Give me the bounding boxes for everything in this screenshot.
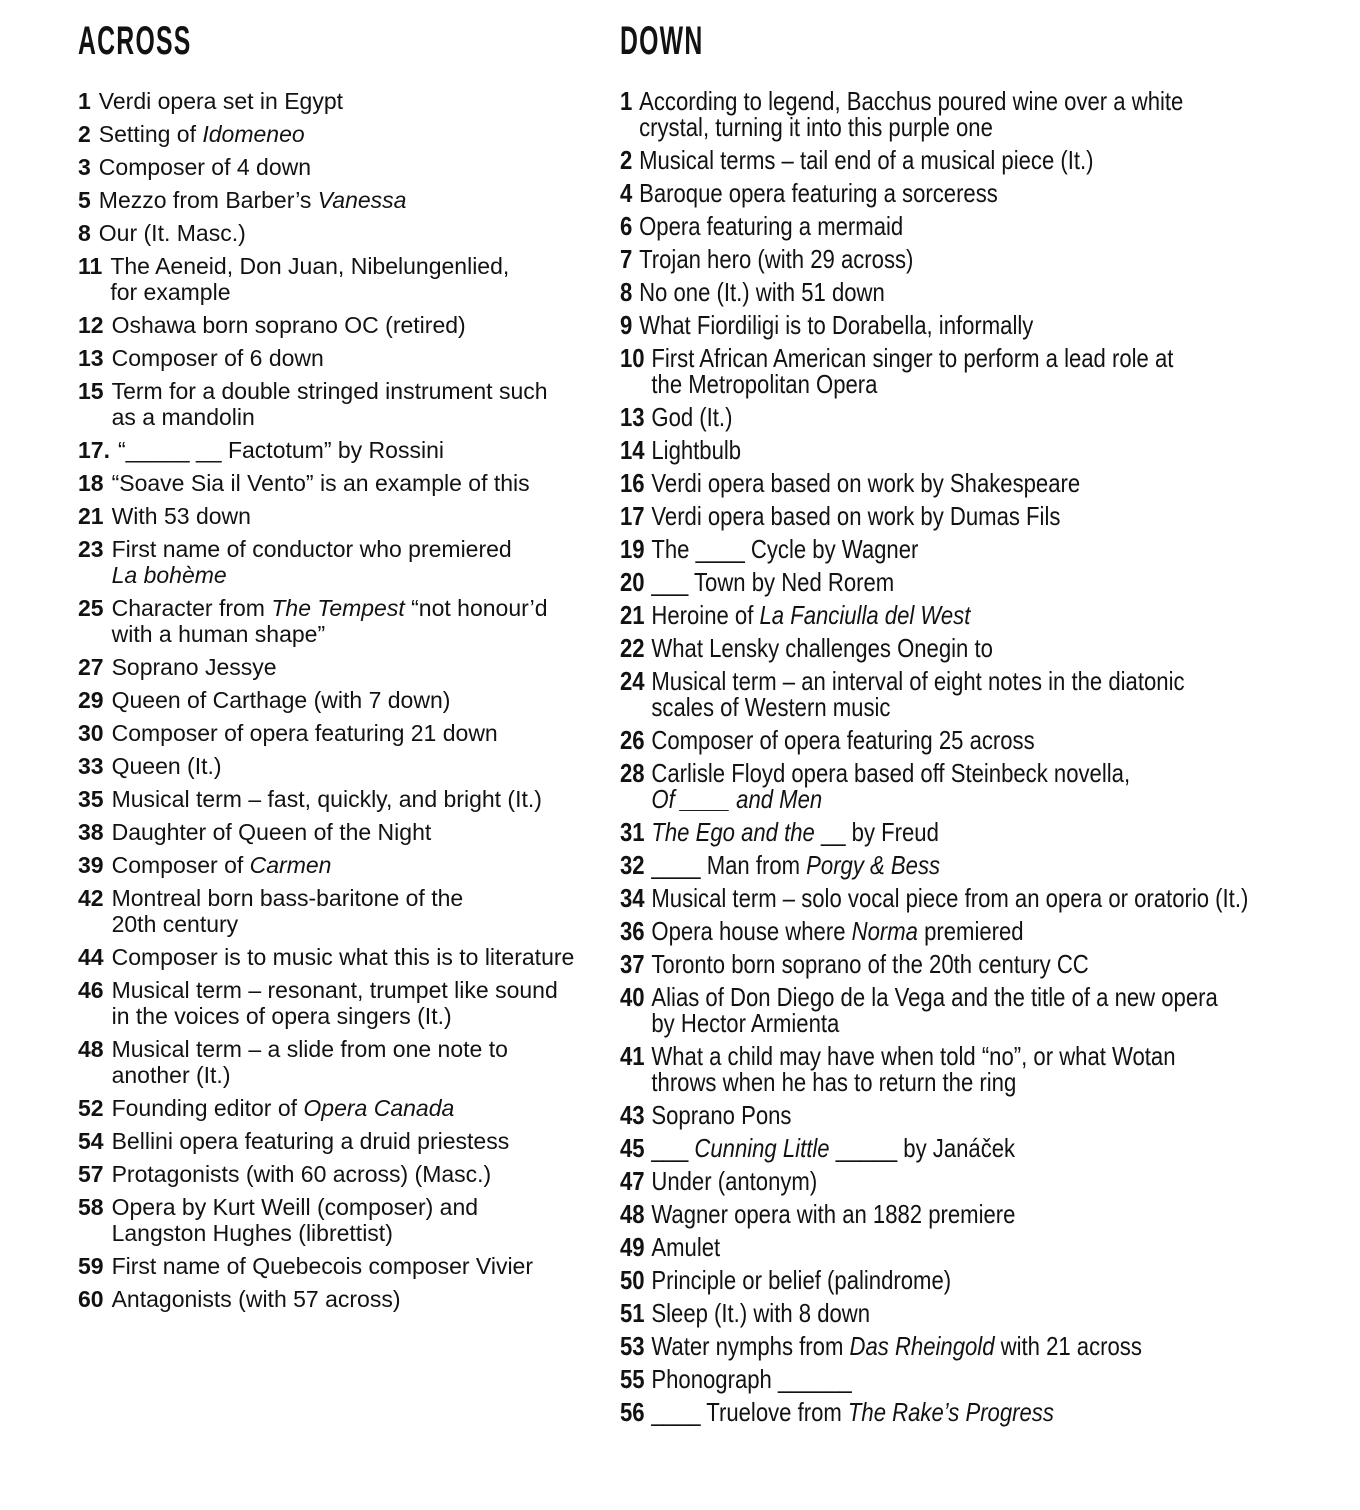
clue-number: 38	[78, 819, 104, 845]
clue-text: Opera featuring a mermaid	[639, 211, 904, 241]
clue-text: Verdi opera based on work by Dumas Fils	[651, 501, 1061, 531]
clue-item	[620, 147, 1358, 173]
clue-number: 32	[620, 850, 645, 880]
clue-text: Protagonists (with 60 across) (Masc.)	[111, 1161, 492, 1187]
clue-text: Antagonists (with 57 across)	[111, 1286, 401, 1312]
clue-text: Queen of Carthage (with 7 down)	[111, 687, 451, 713]
clue-item	[78, 1253, 638, 1279]
down-clue-list	[620, 84, 1358, 1425]
clue-item	[78, 1161, 638, 1187]
clue-number: 21	[620, 600, 645, 630]
clue-text: ____ Truelove from The Rake’s Progress	[651, 1397, 1054, 1427]
clue-text: “_____ __ Factotum” by Rossini	[117, 437, 444, 463]
clue-text: Wagner opera with an 1882 premiere	[651, 1199, 1016, 1229]
clue-number: 2	[78, 121, 91, 147]
clue-text: Musical term – an interval of eight notes in the diatonic scales of Western music	[651, 666, 1185, 722]
clue-item	[620, 503, 1358, 529]
clue-number: 11	[78, 253, 103, 279]
clue-item	[620, 437, 1358, 463]
clue-item	[620, 88, 1358, 140]
clue-number: 3	[78, 154, 91, 180]
clue-number: 49	[620, 1232, 645, 1262]
clue-item	[78, 753, 638, 779]
clue-item	[620, 470, 1358, 496]
clue-text: Character from The Tempest “not honour’d with a human shape”	[111, 595, 548, 647]
clue-item	[78, 220, 638, 246]
clue-text: First name of Quebecois composer Vivier	[111, 1253, 534, 1279]
clue-item	[78, 154, 638, 180]
clue-text: According to legend, Bacchus poured wine over a white crystal, turning it into this purple one	[639, 86, 1184, 142]
clue-number: 48	[620, 1199, 645, 1229]
clue-text: Musical terms – tail end of a musical piece (It.)	[639, 145, 1094, 175]
clue-number: 31	[620, 817, 645, 847]
clue-text: Daughter of Queen of the Night	[111, 819, 432, 845]
clue-item	[78, 345, 638, 371]
clue-text: Phonograph ______	[651, 1364, 852, 1394]
clue-item	[620, 918, 1358, 944]
clue-item	[78, 944, 638, 970]
clue-text: Composer of opera featuring 21 down	[111, 720, 498, 746]
clue-text: What a child may have when told “no”, or what Wotan throws when he has to return the ring	[651, 1041, 1176, 1097]
clue-item	[620, 404, 1358, 430]
clue-item	[620, 819, 1358, 845]
clue-item	[78, 1286, 638, 1312]
clue-number: 17	[620, 501, 645, 531]
clue-text: Under (antonym)	[651, 1166, 818, 1196]
across-heading	[78, 16, 638, 66]
clue-text: Soprano Pons	[651, 1100, 792, 1130]
clue-number: 48	[78, 1036, 104, 1062]
clue-text: Lightbulb	[651, 435, 742, 465]
clue-number: 25	[78, 595, 104, 621]
clue-number: 41	[620, 1041, 645, 1071]
clue-item	[78, 885, 638, 937]
clue-number: 1	[620, 86, 633, 116]
clue-text: Composer of 4 down	[98, 154, 312, 180]
clue-item	[620, 1135, 1358, 1161]
clue-item	[78, 187, 638, 213]
clue-item	[78, 253, 638, 305]
clue-item	[78, 687, 638, 713]
clue-number: 35	[78, 786, 104, 812]
down-section	[620, 16, 1360, 1432]
clue-text: Heroine of La Fanciulla del West	[651, 600, 971, 630]
clue-text: No one (It.) with 51 down	[639, 277, 885, 307]
clue-text: ___ Town by Ned Rorem	[651, 567, 895, 597]
clue-item	[78, 819, 638, 845]
clue-item	[620, 1399, 1358, 1425]
clue-text: Opera by Kurt Weill (composer) and Langston Hughes (librettist)	[111, 1194, 479, 1246]
clue-item	[620, 760, 1358, 812]
clue-item	[620, 1234, 1358, 1260]
clue-text: The ____ Cycle by Wagner	[651, 534, 919, 564]
clue-text: Term for a double stringed instrument such as a mandolin	[111, 378, 548, 430]
clue-number: 22	[620, 633, 645, 663]
clue-text: Alias of Don Diego de la Vega and the title of a new opera by Hector Armienta	[651, 982, 1218, 1038]
clue-item	[620, 951, 1358, 977]
clue-text: Composer is to music what this is to literature	[111, 944, 575, 970]
clue-text: Composer of Carmen	[111, 852, 332, 878]
clue-number: 17.	[78, 437, 110, 463]
clue-number: 21	[78, 503, 104, 529]
across-clue-list	[78, 84, 638, 1312]
clue-text: Our (It. Masc.)	[98, 220, 246, 246]
clue-item	[78, 1128, 638, 1154]
clue-item	[620, 1201, 1358, 1227]
clue-number: 47	[620, 1166, 645, 1196]
clue-number: 60	[78, 1286, 104, 1312]
down-heading-label: DOWN	[620, 19, 704, 63]
clue-item	[620, 1267, 1358, 1293]
clue-number: 27	[78, 654, 104, 680]
clue-text: The Ego and the __ by Freud	[651, 817, 939, 847]
clue-text: First name of conductor who premiered La bohème	[111, 536, 512, 588]
clue-number: 6	[620, 211, 633, 241]
clue-number: 16	[620, 468, 645, 498]
clue-number: 18	[78, 470, 104, 496]
clue-text: Composer of 6 down	[111, 345, 324, 371]
clue-item	[78, 88, 638, 114]
clue-number: 13	[78, 345, 104, 371]
clue-number: 50	[620, 1265, 645, 1295]
clue-number: 45	[620, 1133, 645, 1163]
clue-text: What Lensky challenges Onegin to	[651, 633, 993, 663]
clue-text: ____ Man from Porgy & Bess	[651, 850, 941, 880]
clue-number: 28	[620, 758, 645, 788]
clue-number: 33	[78, 753, 104, 779]
clue-number: 12	[78, 312, 104, 338]
clue-text: Carlisle Floyd opera based off Steinbeck novella, Of ____ and Men	[651, 758, 1131, 814]
clue-number: 8	[620, 277, 633, 307]
clue-number: 43	[620, 1100, 645, 1130]
clue-number: 5	[78, 187, 91, 213]
clue-item	[620, 180, 1358, 206]
clue-item	[78, 654, 638, 680]
clue-item	[78, 977, 638, 1029]
clue-item	[78, 121, 638, 147]
clue-number: 56	[620, 1397, 645, 1427]
clue-item	[620, 536, 1358, 562]
clue-item	[620, 635, 1358, 661]
clue-text: Verdi opera based on work by Shakespeare	[651, 468, 1081, 498]
clue-number: 29	[78, 687, 104, 713]
clue-number: 4	[620, 178, 633, 208]
clue-item	[78, 1095, 638, 1121]
clue-text: Bellini opera featuring a druid priestess	[111, 1128, 510, 1154]
clue-item	[620, 852, 1358, 878]
clue-item	[620, 569, 1358, 595]
clue-number: 44	[78, 944, 104, 970]
clue-text: Musical term – fast, quickly, and bright (It.)	[111, 786, 542, 812]
clue-text: Musical term – a slide from one note to another (It.)	[111, 1036, 508, 1088]
clue-text: Montreal born bass-baritone of the 20th century	[111, 885, 464, 937]
clue-text: Toronto born soprano of the 20th century CC	[651, 949, 1089, 979]
clue-item	[620, 602, 1358, 628]
clue-text: Composer of opera featuring 25 across	[651, 725, 1035, 755]
clue-number: 10	[620, 343, 645, 373]
clue-item	[78, 470, 638, 496]
clue-number: 2	[620, 145, 633, 175]
clue-text: First African American singer to perform a lead role at the Metropolitan Opera	[651, 343, 1174, 399]
clue-number: 34	[620, 883, 645, 913]
clue-number: 54	[78, 1128, 104, 1154]
clue-number: 58	[78, 1194, 104, 1220]
clue-number: 57	[78, 1161, 104, 1187]
clue-text: Opera house where Norma premiered	[651, 916, 1024, 946]
clue-text: Mezzo from Barber’s Vanessa	[98, 187, 407, 213]
clue-item	[620, 668, 1358, 720]
clue-number: 55	[620, 1364, 645, 1394]
clue-text: Sleep (It.) with 8 down	[651, 1298, 871, 1328]
clue-number: 46	[78, 977, 104, 1003]
clue-item	[78, 1036, 638, 1088]
clue-number: 20	[620, 567, 645, 597]
clue-text: “Soave Sia il Vento” is an example of this	[111, 470, 530, 496]
clue-text: Baroque opera featuring a sorceress	[639, 178, 998, 208]
clue-number: 53	[620, 1331, 645, 1361]
clue-number: 59	[78, 1253, 104, 1279]
clue-number: 39	[78, 852, 104, 878]
clue-item	[78, 720, 638, 746]
clue-number: 14	[620, 435, 645, 465]
clue-text: Oshawa born soprano OC (retired)	[111, 312, 466, 338]
clue-item	[78, 1194, 638, 1246]
clue-number: 7	[620, 244, 633, 274]
clue-item	[78, 852, 638, 878]
clue-number: 26	[620, 725, 645, 755]
clue-number: 9	[620, 310, 633, 340]
clue-number: 51	[620, 1298, 645, 1328]
clue-item	[620, 312, 1358, 338]
clue-number: 13	[620, 402, 645, 432]
clue-item	[620, 1300, 1358, 1326]
clue-item	[620, 727, 1358, 753]
clue-item	[620, 345, 1358, 397]
clue-text: With 53 down	[111, 503, 251, 529]
clue-item	[620, 1168, 1358, 1194]
clue-number: 24	[620, 666, 645, 696]
clue-item	[620, 1333, 1358, 1359]
clue-number: 8	[78, 220, 91, 246]
clue-item	[78, 595, 638, 647]
clue-item	[78, 786, 638, 812]
clue-text: Principle or belief (palindrome)	[651, 1265, 952, 1295]
clue-item	[78, 536, 638, 588]
clue-text: Amulet	[651, 1232, 721, 1262]
clue-text: The Aeneid, Don Juan, Nibelungenlied, for example	[110, 253, 510, 305]
clue-number: 23	[78, 536, 104, 562]
clue-item	[620, 885, 1358, 911]
clue-item	[620, 279, 1358, 305]
down-heading	[620, 16, 1360, 66]
clue-item	[78, 503, 638, 529]
clue-text: What Fiordiligi is to Dorabella, informally	[639, 310, 1034, 340]
clue-text: Musical term – resonant, trumpet like sound in the voices of opera singers (It.)	[111, 977, 558, 1029]
clue-text: Queen (It.)	[111, 753, 222, 779]
clue-number: 40	[620, 982, 645, 1012]
across-section	[78, 16, 638, 1319]
clue-number: 30	[78, 720, 104, 746]
clue-text: Soprano Jessye	[111, 654, 277, 680]
clue-number: 42	[78, 885, 104, 911]
clue-item	[620, 1366, 1358, 1392]
clue-text: Water nymphs from Das Rheingold with 21 across	[651, 1331, 1142, 1361]
clue-item	[78, 312, 638, 338]
across-heading-label: ACROSS	[78, 19, 192, 63]
clue-text: Founding editor of Opera Canada	[111, 1095, 455, 1121]
clue-item	[78, 437, 638, 463]
clue-item	[620, 1043, 1358, 1095]
clue-text: ___ Cunning Little _____ by Janáček	[651, 1133, 1016, 1163]
clue-number: 19	[620, 534, 645, 564]
clue-item	[620, 246, 1358, 272]
clue-item	[620, 1102, 1358, 1128]
clue-text: Verdi opera set in Egypt	[98, 88, 344, 114]
clue-text: Musical term – solo vocal piece from an opera or oratorio (It.)	[651, 883, 1249, 913]
clue-number: 37	[620, 949, 645, 979]
clue-text: God (It.)	[651, 402, 733, 432]
clue-item	[620, 984, 1358, 1036]
clue-item	[620, 213, 1358, 239]
clue-text: Setting of Idomeneo	[98, 121, 305, 147]
clue-number: 52	[78, 1095, 104, 1121]
clue-text: Trojan hero (with 29 across)	[639, 244, 914, 274]
clue-number: 1	[78, 88, 91, 114]
clue-number: 15	[78, 378, 104, 404]
clue-item	[78, 378, 638, 430]
clue-number: 36	[620, 916, 645, 946]
